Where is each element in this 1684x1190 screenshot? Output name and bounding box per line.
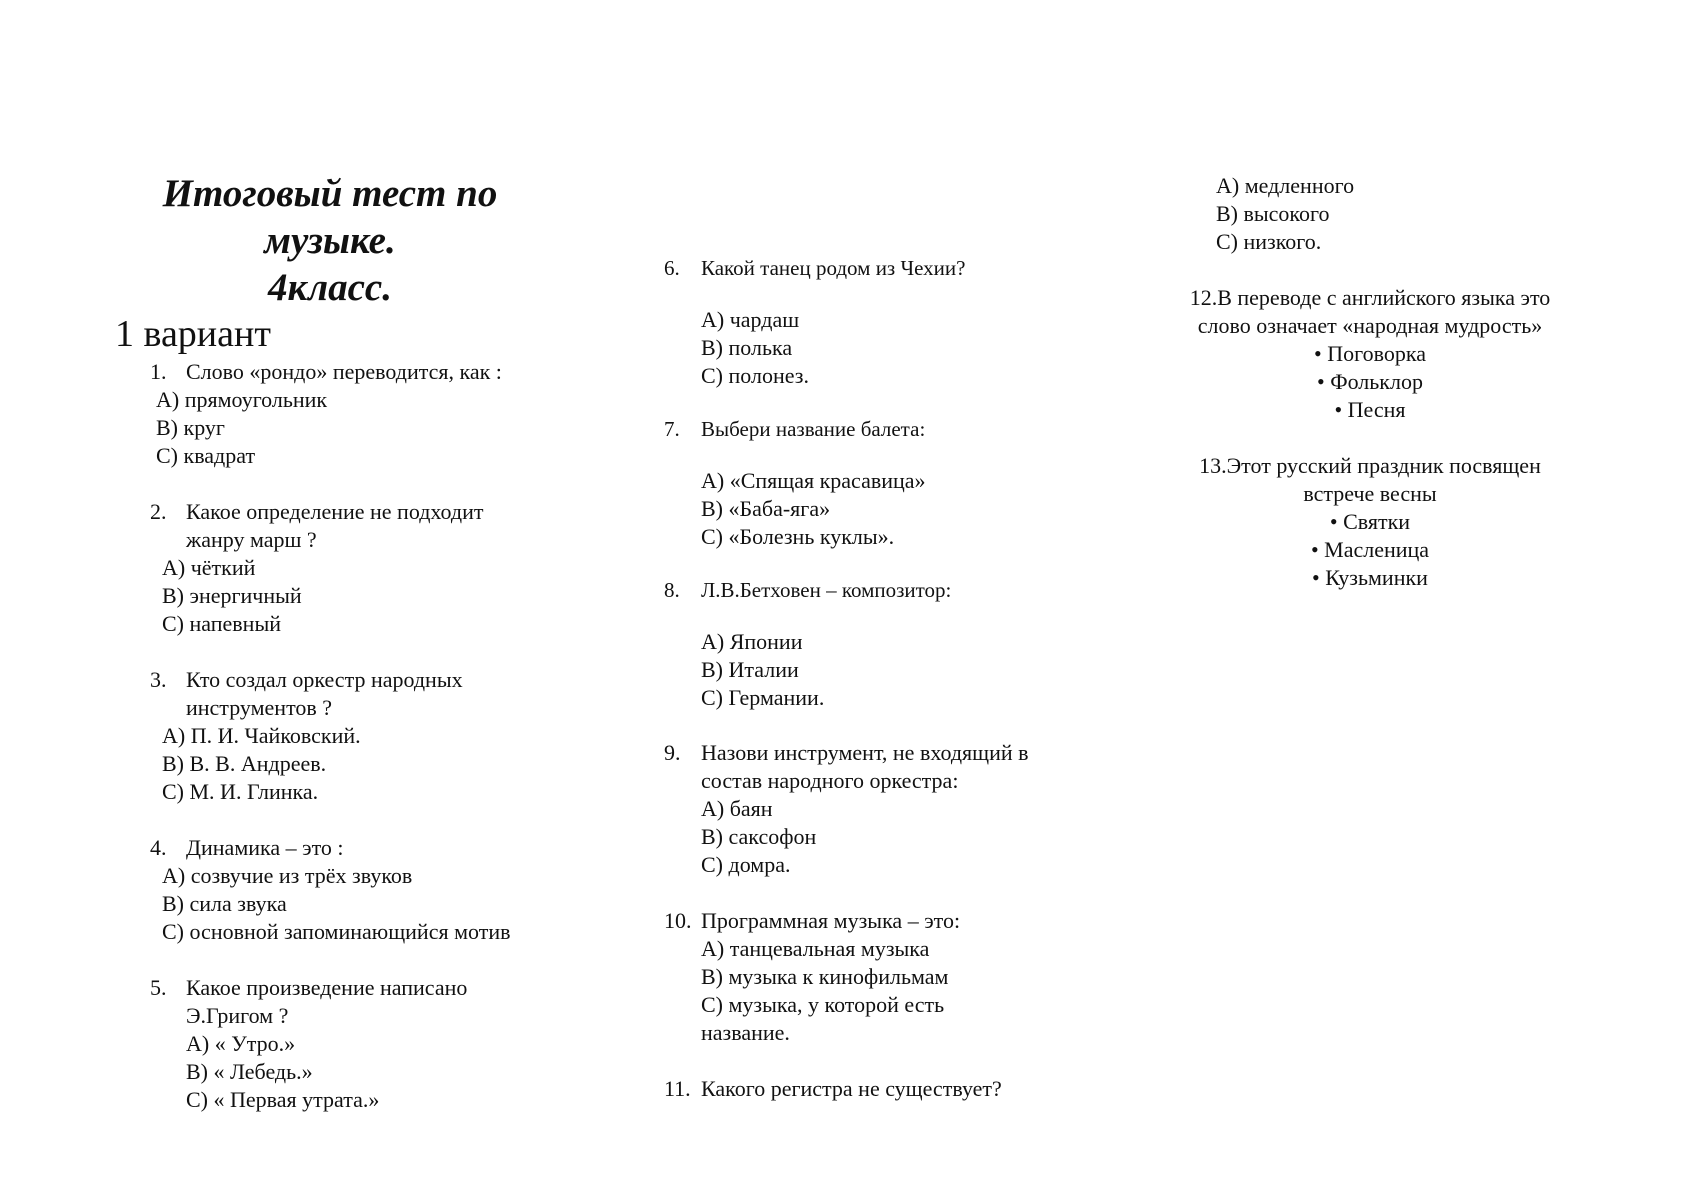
answer-option: С) полонез. [701, 363, 809, 388]
answer-option: название. [701, 1020, 790, 1045]
answer-option: С) низкого. [1216, 229, 1322, 254]
question-text: состав народного оркестра: [701, 768, 959, 793]
answer-option: С) М. И. Глинка. [162, 779, 319, 804]
answer-option: А) чардаш [701, 307, 800, 332]
bullet-option: • Фольклор [1317, 369, 1423, 394]
title-line: Итоговый тест по [162, 172, 498, 215]
answer-option: А) танцевальная музыка [701, 936, 930, 961]
question-number: 1. [150, 359, 167, 384]
answer-option: В) Италии [701, 657, 799, 682]
variant-heading: 1 вариант [115, 313, 271, 355]
question-text: встрече весны [1303, 481, 1437, 506]
answer-option: С) домра. [701, 852, 791, 877]
answer-option: А) Японии [701, 629, 803, 654]
bullet-option: • Кузьминки [1312, 565, 1428, 590]
answer-option: С) «Болезнь куклы». [701, 524, 895, 549]
question-text: жанру марш ? [186, 527, 317, 552]
answer-option: А) созвучие из трёх звуков [162, 863, 413, 888]
answer-option: С) музыка, у которой есть [701, 992, 945, 1017]
answer-option: В) круг [156, 415, 225, 440]
question-text: Слово «рондо» переводится, как : [186, 359, 502, 384]
answer-option: В) музыка к кинофильмам [701, 964, 949, 989]
answer-option: А) медленного [1216, 173, 1355, 198]
answer-option: С) квадрат [156, 443, 256, 468]
question-number: 11. [664, 1076, 691, 1101]
answer-option: А) прямоугольник [156, 387, 328, 412]
answer-option: В) В. В. Андреев. [162, 751, 327, 776]
question-text: 12.В переводе с английского языка это [1189, 285, 1551, 310]
title-line: 4класс. [268, 266, 392, 309]
bullet-option: • Масленица [1310, 537, 1430, 562]
answer-option: А) « Утро.» [186, 1031, 296, 1056]
answer-option: А) П. И. Чайковский. [162, 723, 361, 748]
answer-option: В) « Лебедь.» [186, 1059, 313, 1084]
answer-option: С) основной запоминающийся мотив [162, 919, 511, 944]
answer-option: С) Германии. [701, 685, 825, 710]
question-number: 3. [150, 667, 167, 692]
answer-option: А) чёткий [162, 555, 256, 580]
question-number: 9. [664, 740, 681, 765]
answer-option: В) саксофон [701, 824, 817, 849]
answer-option: С) « Первая утрата.» [186, 1087, 380, 1112]
question-text: Динамика – это : [186, 835, 344, 860]
page-title [120, 170, 540, 311]
question-text: Л.В.Бетховен – композитор: [701, 578, 952, 602]
answer-option: В) сила звука [162, 891, 287, 916]
question-number: 5. [150, 975, 167, 1000]
question-number: 7. [664, 417, 680, 441]
question-text: слово означает «народная мудрость» [1197, 313, 1543, 338]
question-number: 8. [664, 578, 680, 602]
question-text: Какой танец родом из Чехии? [701, 256, 966, 280]
answer-option: С) напевный [162, 611, 282, 636]
question-number: 4. [150, 835, 167, 860]
question-number: 6. [664, 256, 680, 280]
question-text: 13.Этот русский праздник посвящен [1199, 453, 1541, 478]
answer-option: А) баян [701, 796, 773, 821]
question-text: Кто создал оркестр народных [186, 667, 463, 692]
question-number: 10. [664, 908, 692, 933]
question-text: инструментов ? [186, 695, 333, 720]
question-text: Программная музыка – это: [701, 908, 961, 933]
answer-option: В) высокого [1216, 201, 1330, 226]
question-text: Назови инструмент, не входящий в [701, 740, 1029, 765]
answer-option: В) энергичный [162, 583, 302, 608]
question-text: Какое произведение написано [186, 975, 468, 1000]
question-number: 2. [150, 499, 167, 524]
bullet-option: • Поговорка [1314, 341, 1426, 366]
answer-option: А) «Спящая красавица» [701, 468, 926, 493]
bullet-option: • Песня [1334, 397, 1406, 422]
question-text: Какого регистра не существует? [701, 1076, 1002, 1101]
answer-option: В) полька [701, 335, 793, 360]
question-text: Какое определение не подходит [186, 499, 484, 524]
bullet-option: • Святки [1329, 509, 1411, 534]
answer-option: В) «Баба-яга» [701, 496, 831, 521]
title-line: музыке. [264, 219, 396, 262]
question-text: Выбери название балета: [701, 417, 926, 441]
question-text: Э.Григом ? [186, 1003, 289, 1028]
